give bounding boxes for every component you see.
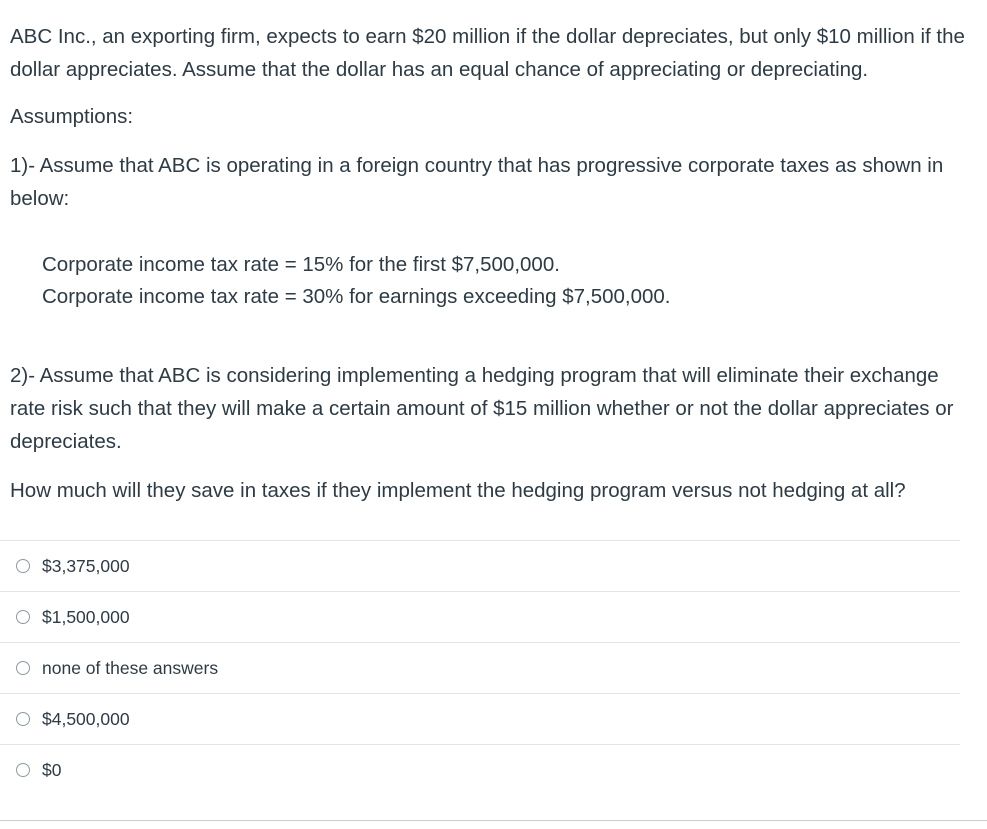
answer-label: $4,500,000	[42, 708, 130, 729]
tax-line-2: Corporate income tax rate = 30% for earnings exceeding $7,500,000.	[42, 285, 671, 308]
question-intro: ABC Inc., an exporting firm, expects to earn $20 million if the dollar depreciates, but only $10 million if the dollar appreciates. Assume that the dollar has an equal chance of appreciating or depreciating.	[10, 25, 965, 81]
assumption-2: 2)- Assume that ABC is considering implementing a hedging program that will eliminate their exchange rate risk such that they will make a certain amount of $15 million whether or not the dollar appreciates or depreciates.	[10, 364, 954, 453]
answer-option-2[interactable]	[0, 592, 960, 643]
assumption-1: 1)- Assume that ABC is operating in a foreign country that has progressive corporate taxes as shown in below:	[10, 154, 944, 210]
answer-list	[0, 540, 960, 795]
answer-option-5[interactable]	[0, 745, 960, 795]
answer-option-1[interactable]	[0, 541, 960, 592]
answer-label: $0	[42, 759, 62, 780]
tax-line-1: Corporate income tax rate = 15% for the first $7,500,000.	[42, 253, 560, 276]
radio-button[interactable]	[16, 712, 30, 726]
radio-button[interactable]	[16, 661, 30, 675]
radio-button[interactable]	[16, 610, 30, 624]
assumptions-heading: Assumptions:	[10, 105, 134, 128]
question-prompt: How much will they save in taxes if they implement the hedging program versus not hedging at all?	[10, 479, 906, 502]
tax-rates	[42, 249, 970, 313]
answer-label: $3,375,000	[42, 555, 130, 576]
radio-button[interactable]	[16, 763, 30, 777]
answer-option-4[interactable]	[0, 694, 960, 745]
answer-label: none of these answers	[42, 657, 219, 678]
bottom-divider	[0, 820, 987, 821]
answer-option-3[interactable]	[0, 643, 960, 694]
question-text	[10, 20, 970, 507]
radio-button[interactable]	[16, 559, 30, 573]
answer-label: $1,500,000	[42, 606, 130, 627]
